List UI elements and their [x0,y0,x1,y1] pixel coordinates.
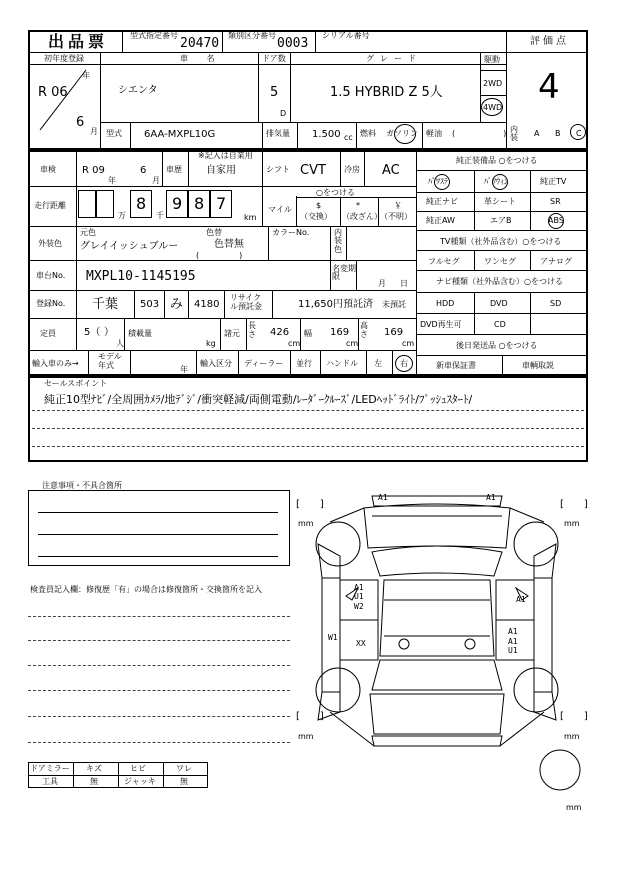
equip-abs[interactable]: ABS [548,216,564,225]
year-unit: 年 [82,71,90,80]
tire-fl-bracket: [ ] [296,499,324,510]
mileage-label: 走行距離 [34,201,66,210]
damage-mark-front-right: A1 [486,493,496,502]
nav-sd[interactable]: SD [550,299,562,308]
door-type: D [280,109,287,118]
hood [364,504,510,548]
damage-mark-front-left: A1 [378,493,388,502]
man-unit: 万 [118,211,126,220]
legend-h-mirror: ドアミラー [30,764,70,773]
tire-rr-mm: mm [564,732,580,741]
doors-label: ドア数 [262,54,286,63]
fuel-other-bracket: ( ) [452,129,507,138]
shift-value: CVT [300,163,326,178]
mark-tamper-text: （改ざん） [342,212,382,221]
shift-label: シフト [266,165,290,174]
page-title: 出品票 [48,32,109,51]
mileage-digit-1: 8 [136,194,147,213]
legend-v-tools-val: 無 [90,777,98,786]
mileage-digit-2: 9 [172,194,183,213]
right-fuel-cap [465,639,475,649]
rear-right-tire [514,668,558,712]
right-fender [534,544,556,578]
reg-class: 503 [140,299,160,310]
rear-glass [372,660,502,690]
roof [380,580,494,656]
color-change-label: 色替 [206,228,222,237]
equip-navi[interactable]: 純正ナビ [426,197,458,206]
reg-kana: み [170,297,184,312]
handle-right[interactable]: 右 [400,359,408,368]
damage-mark-right-rear-2: A1 [508,637,518,646]
serial-label: シリアル番号 [322,31,370,40]
inspection-month-unit: 月 [152,176,160,185]
legend-v-jack: ジャッキ [124,777,156,786]
first-reg-month: 6 [76,115,85,130]
tire-fr-bracket: [ ] [560,499,588,510]
dealer-label[interactable]: ディーラー [244,359,284,368]
import-label: 輸入車のみ→ [32,359,79,368]
interior-a[interactable]: A [534,129,540,138]
dim-label: 諸元 [224,329,240,338]
inspection-year-unit: 年 [108,176,116,185]
interior-label: 内装 [510,125,518,142]
length-cm: cm [288,339,301,348]
height-label: 高さ [360,321,368,339]
model-year-unit: 年 [180,365,188,374]
mark-unknown-text: （不明） [380,212,412,221]
grade-value: 1.5 HYBRID Z 5人 [330,85,443,100]
vin-value: MXPL10-1145195 [86,269,196,284]
damage-mark-left-rear-door: XX [356,639,366,648]
use-note: ※記入は自業用 [198,151,253,160]
mileage-digit-4: 7 [216,194,227,213]
name-change-label: 名変期限 [332,264,356,281]
model-year-label: モデル年式 [98,352,122,370]
legend-h-break: ワレ [176,764,192,773]
color-change-bracket: ( ) [196,251,243,260]
left-fuel-cap [399,639,409,649]
mark-exchange[interactable]: $ [316,201,322,210]
mark-tamper[interactable]: * [356,201,360,210]
model-label: 型式 [106,129,122,138]
displacement-value: 1.500 [312,129,341,140]
mark-exchange-text: （交換） [300,212,332,221]
inspection-label: 車検 [40,165,56,174]
displacement-label: 排気量 [266,129,290,138]
left-fender [318,544,340,578]
load-label: 積載量 [128,329,152,338]
damage-mark-right-rear-3: U1 [508,646,518,655]
sales-label: セールスポイント [44,379,108,388]
spare-mm: mm [566,803,582,812]
rear-bumper [372,736,502,746]
nav-cd[interactable]: CD [494,320,506,329]
equip-aw[interactable]: 純正AW [426,216,455,225]
sales-text: 純正10型ﾅﾋﾞ/全周囲ｶﾒﾗ/地ﾃﾞｼﾞ/衝突軽減/両側電動/ﾚｰﾀﾞｰｸﾙｰｽﾞ/LEDﾍｯﾄﾞﾗｲﾄ/ﾌﾟｯｼｭｽﾀｰﾄ/ [44,393,473,406]
drive-label: 駆動 [484,55,500,64]
reg-label: 登録No. [36,299,66,308]
inspector-label: 検査員記入欄：修復歴「有」の場合は修復箇所・交換箇所を記入 [30,585,262,594]
cc-unit: cc [344,133,353,142]
docs-warranty[interactable]: 新車保証書 [436,361,476,370]
doors-value: 5 [270,85,279,100]
tailgate [370,694,504,734]
drive-2wd[interactable]: 2WD [483,79,503,88]
front-left-tire [316,522,360,566]
month-unit: 月 [90,127,98,136]
use-value: 自家用 [206,165,236,176]
legend-v-jack-val: 無 [180,777,188,786]
tv-title: TV種類（社外品含む）○をつける [440,237,562,246]
height-value: 169 [384,327,404,338]
nav-dvdplay[interactable]: DVD再生可 [420,320,462,329]
model-value: 6AA-MXPL10G [144,129,216,140]
capacity-close: ） [104,327,114,338]
width-value: 169 [330,327,350,338]
equip-powerwindow[interactable]: ﾊﾟﾜｳｨﾝ [484,177,508,186]
orig-color-label: 元色 [80,228,96,237]
tv-analog[interactable]: アナログ [540,257,572,266]
width-label: 幅 [304,329,312,338]
ac-label: 冷房 [344,165,360,174]
legend-v-tools: 工具 [42,777,58,786]
sen-unit: 千 [156,211,164,220]
damage-mark-left-door-1: A1 [354,583,364,592]
tire-rl-bracket: [ ] [296,711,324,722]
inspection-year: R 09 [82,165,105,176]
mark-note: ○をつける [316,188,355,197]
mileage-digit-3: 8 [194,194,205,213]
kg-unit: kg [206,339,216,348]
right-quarter [534,692,556,720]
grade-label: グレード [366,54,422,63]
tv-oneseg[interactable]: ワンセグ [484,257,516,266]
docs-title: 後日発送品 ○をつける [456,341,538,350]
name-change-day: 日 [400,279,408,288]
recycle-unpaid: 未預託 [382,300,406,309]
equip-sr[interactable]: SR [550,197,561,206]
spare-tire [540,750,580,790]
damage-mark-left-side: W1 [328,633,338,642]
width-cm: cm [346,339,359,348]
evaluation-score: 4 [538,67,560,107]
color-label: 外装色 [38,239,62,248]
damage-mark-left-door-3: W2 [354,602,364,611]
first-reg-year: R 06 [38,85,68,100]
reg-area: 千葉 [92,297,119,312]
nav-title: ナビ種類（社外品含む）○をつける [436,277,563,286]
category-number: 0003 [277,36,309,51]
km-unit: km [244,213,257,222]
interior-color-label: 内装色 [334,228,342,254]
interior-c[interactable]: C [576,129,582,138]
inspection-month: 6 [140,165,147,176]
length-value: 426 [270,327,290,338]
tire-rr-bracket: [ ] [560,711,588,722]
tv-fullseg[interactable]: フルセグ [428,257,460,266]
fuel-gasoline[interactable]: ガソリン [386,129,418,138]
equip-title: 純正装備品 ○をつける [456,156,538,165]
vin-label: 車台No. [36,271,66,280]
fuel-label: 燃料 [360,129,376,138]
damage-mark-left-door-2: U1 [354,592,364,601]
front-right-tire [514,522,558,566]
ac-value: AC [382,163,400,178]
type-number: 20470 [180,36,220,51]
tire-rl-mm: mm [298,732,314,741]
mark-unknown[interactable]: ￥ [394,201,402,210]
equip-leather[interactable]: 革シート [484,197,516,206]
handle-label: ハンドル [326,359,358,368]
category-label: 類別区分番号 [228,31,276,40]
name-change-month: 月 [378,279,386,288]
color-change-value: 色替無 [214,239,244,250]
tire-fr-mm: mm [564,519,580,528]
equip-powersteer[interactable]: ﾊﾟﾜｽﾃ [428,177,448,186]
person-unit: 人 [116,339,124,348]
nav-dvd[interactable]: DVD [490,299,508,308]
height-cm: cm [402,339,415,348]
damage-mark-right-door: A1 [516,595,526,604]
car-name: シエンタ [118,85,158,96]
score-label: 評価点 [530,36,569,47]
parallel-label[interactable]: 並行 [296,359,312,368]
docs-manual[interactable]: 車輌取説 [522,361,554,370]
legend-h-crack: ヒビ [130,764,146,773]
type-number-label: 型式指定番号 [130,31,178,40]
right-side [534,578,552,692]
color-value: グレイイッシュブルー [80,241,179,252]
fuel-light[interactable]: 軽油 [426,129,442,138]
caution-label: 注意事項・不具合箇所 [42,481,122,490]
reg-num: 4180 [194,299,220,310]
equip-airbag[interactable]: エアB [490,216,512,225]
nav-hdd[interactable]: HDD [436,299,455,308]
windshield [372,546,502,576]
right-front-door [496,580,534,620]
rear-left-tire [316,668,360,712]
handle-left[interactable]: 左 [374,359,382,368]
tire-fl-mm: mm [298,519,314,528]
equip-tv[interactable]: 純正TV [540,177,567,186]
interior-b[interactable]: B [555,129,561,138]
first-reg-label: 初年度登録 [44,54,84,63]
car-name-label: 車 名 [180,54,223,63]
capacity-value: 5（ [84,327,101,338]
drive-4wd[interactable]: 4WD [483,103,503,112]
mile-label: マイル [268,205,292,214]
use-label: 車歴 [166,165,182,174]
import-div-label: 輸入区分 [200,359,232,368]
color-code-label: カラーNo. [272,228,310,237]
damage-mark-right-rear-1: A1 [508,627,518,636]
capacity-label: 定員 [40,329,56,338]
legend-h-scratch: キズ [86,764,102,773]
recycle-label: リサイクル預託金 [230,293,262,311]
recycle-amount: 11,650円預託済 [298,299,373,310]
length-label: 長さ [248,321,256,339]
